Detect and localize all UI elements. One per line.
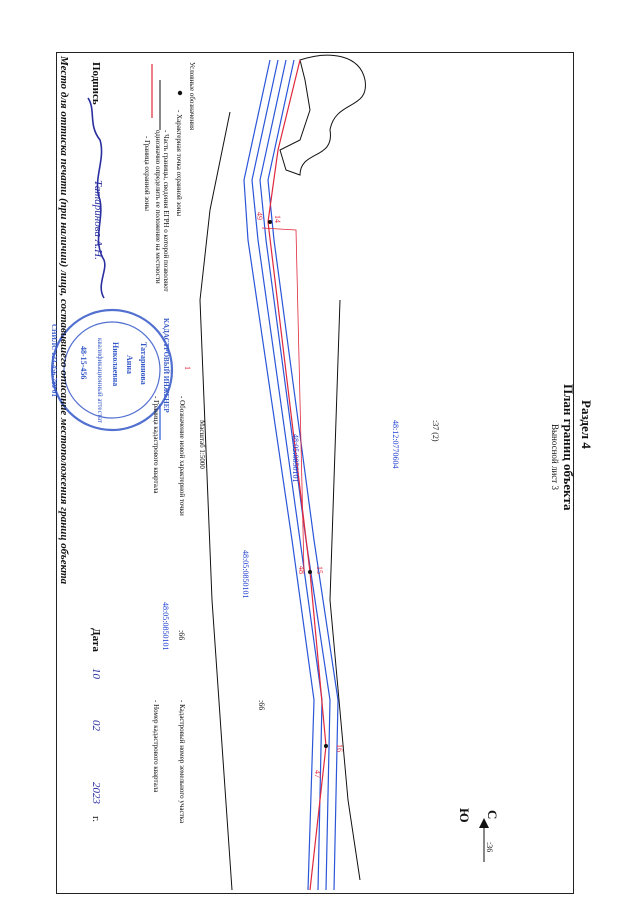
stamp-ring-bottom: СНИЛС 123-456-789 01 xyxy=(50,324,58,397)
date-year: 2023 xyxy=(90,782,102,804)
legend-item-new-point: - Обозначение новой характерной точки xyxy=(178,396,186,516)
legend-item-zone: - Граница охранной зоны xyxy=(143,136,151,211)
legend-heading: Условные обозначения xyxy=(188,62,196,131)
section-heading: Раздел 4 xyxy=(579,400,594,449)
scale-label: Масштаб 1:5000 xyxy=(198,420,206,469)
north-arrow-head xyxy=(479,818,489,828)
legend-sample-quarter: 48:05:0850101 xyxy=(161,602,170,651)
quarter-label-c: 48:05:0850101 xyxy=(241,550,250,599)
quarter-boundary-3 xyxy=(244,60,314,890)
stamp-role: квалификационный аттестат xyxy=(96,338,104,423)
quarter-label-a: 48:12:0770604 xyxy=(391,420,400,469)
seal-note: Место для оттиска печати (при наличии) лица, составившего описание местоположения границ объекта xyxy=(58,56,70,585)
point-16 xyxy=(324,744,328,748)
stamp-name-3: Николаевна xyxy=(111,342,120,387)
stamp-ring-top: КАДАСТРОВЫЙ ИНЖЕНЕР xyxy=(162,318,170,413)
sheet-subtitle: Выносной лист 3 xyxy=(550,424,560,490)
north-label: С xyxy=(485,810,500,820)
south-label: Ю xyxy=(457,808,472,823)
legend-item-quarter-boundary: - Граница кадастрового квартала xyxy=(152,396,160,494)
point-label-49: 49 xyxy=(255,212,264,220)
legend-item-point: - Характерная точка охранной зоны xyxy=(175,110,183,217)
point-label-16: 16 xyxy=(335,744,344,752)
point-14 xyxy=(268,220,272,224)
legend-point-symbol xyxy=(178,91,182,95)
parcel-label-b: :66 xyxy=(257,700,266,711)
signature-handwriting: Татаринова А.Н. xyxy=(92,180,104,260)
point-label-14: 14 xyxy=(273,215,282,223)
point-15 xyxy=(308,570,312,574)
parcel-boundary-left xyxy=(200,112,232,890)
point-label-48: 48 xyxy=(297,566,306,574)
signature-label: Подпись xyxy=(90,62,102,105)
quarter-label-b: 48:05:0850101 xyxy=(291,434,300,483)
parcel-label-a: :37 (2) xyxy=(431,420,440,442)
legend-sample-parcel: :66 xyxy=(177,630,186,641)
point-label-47: 47 xyxy=(313,770,322,778)
date-day: 10 xyxy=(90,668,102,679)
legend-sample-point: 1 xyxy=(183,366,192,370)
date-month: 02 xyxy=(90,720,102,731)
date-year-suffix: г. xyxy=(90,816,102,823)
structure-outline xyxy=(280,55,365,175)
page-title: План границ объекта xyxy=(561,384,576,511)
point-label-15: 15 xyxy=(315,566,324,574)
legend-item-parcel-number: - Кадастровый номер земельного участка xyxy=(178,700,186,824)
legend-item-egrn: - Часть границы, сведения ЕГРН о которой позволяют однозначно определить ее положение на местности xyxy=(154,130,170,292)
stamp-name-1: Татаринова xyxy=(139,342,148,385)
parcel-boundary-right xyxy=(330,300,360,880)
legend-item-quarter-number: - Номер кадастрового квартала xyxy=(152,700,160,793)
quarter-boundary-4 xyxy=(268,60,338,890)
north-number: :36 xyxy=(485,842,494,853)
stamp-number: 48-15-456 xyxy=(79,346,88,380)
date-label: Дата xyxy=(90,628,102,652)
stamp-name-2: Анна xyxy=(125,355,134,374)
